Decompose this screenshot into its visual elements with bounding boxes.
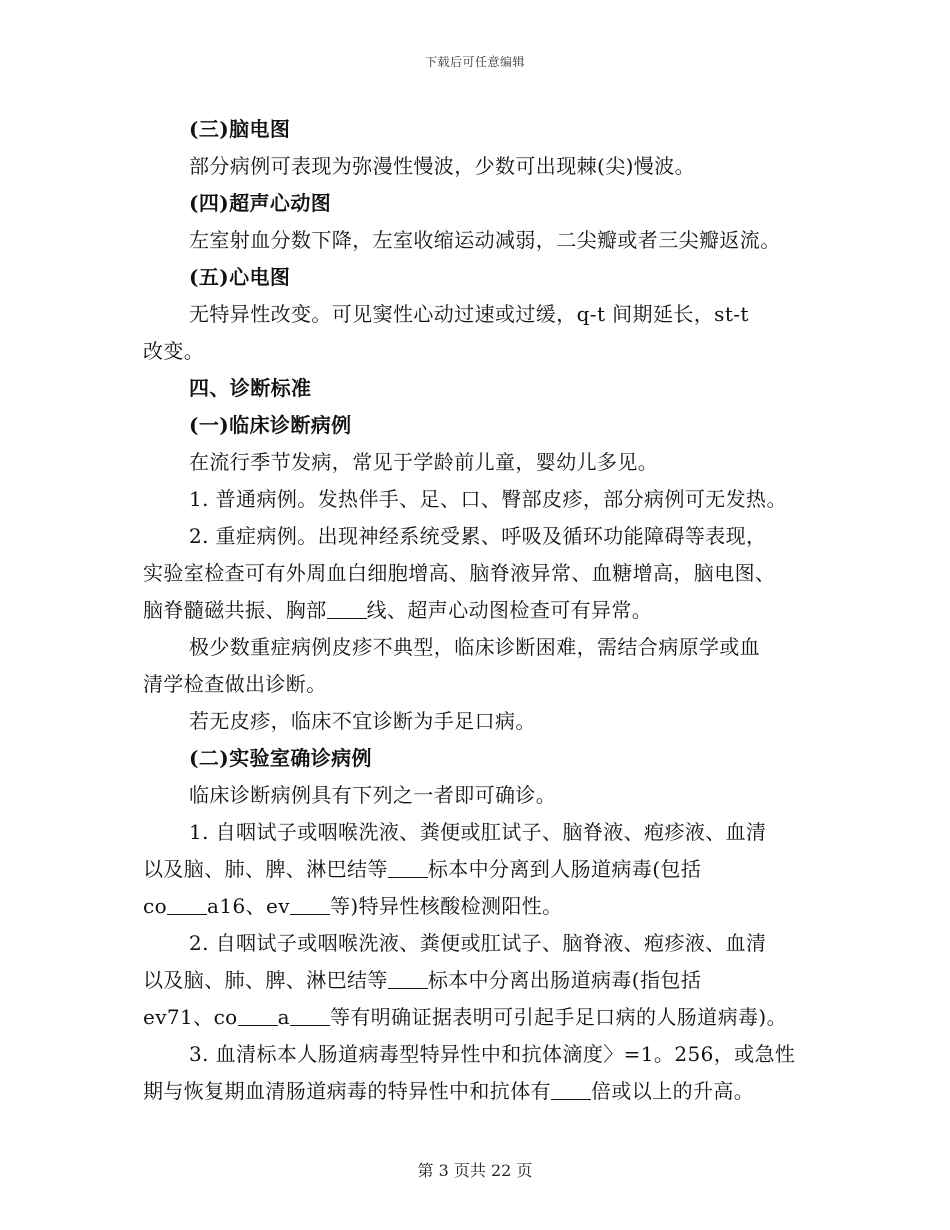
text-segment: ev71、co [143, 1005, 238, 1029]
text-segment: 期与恢复期血清肠道病毒的特异性中和抗体有 [143, 1079, 551, 1103]
body-line: 无特异性改变。可见窦性心动过速或过缓，q-t 间期延长，st-t [189, 302, 749, 326]
text-segment: 等)特异性核酸检测阳性。 [329, 894, 563, 918]
body-line: 2. 自咽试子或咽喉洗液、粪便或肛试子、脑脊液、疱疹液、血清 [189, 931, 767, 955]
fill-in-blank [388, 855, 428, 878]
text-segment: a16、ev [207, 894, 290, 918]
body-line: 清学检查做出诊断。 [143, 672, 327, 696]
body-line: 左室射血分数下降，左室收缩运动减弱，二尖瓣或者三尖瓣返流。 [189, 228, 781, 252]
body-line [143, 962, 808, 999]
text-segment: co [143, 894, 168, 918]
body-line: 2. 重症病例。出现神经系统受累、呼吸及循环功能障碍等表现， [189, 524, 767, 548]
text-segment: 脑脊髓磁共振、胸部 [143, 598, 327, 622]
body-line [143, 851, 808, 888]
fill-in-blank [238, 1003, 278, 1026]
fill-in-blank [290, 892, 330, 915]
fill-in-blank [388, 966, 428, 989]
text-segment: 标本中分离到人肠道病毒(包括 [427, 857, 702, 881]
text-segment: 线、超声心动图检查可有异常。 [366, 598, 653, 622]
section-heading: (一)临床诊断病例 [189, 413, 352, 437]
document-body [143, 111, 808, 1110]
text-segment: 标本中分离出肠道病毒(指包括 [427, 968, 702, 992]
text-segment: 以及脑、肺、脾、淋巴结等 [143, 857, 388, 881]
body-line [143, 888, 808, 925]
body-line: 在流行季节发病，常见于学龄前儿童，婴幼儿多见。 [189, 450, 659, 474]
body-line [143, 999, 808, 1036]
fill-in-blank [167, 892, 207, 915]
text-segment: 等有明确证据表明可引起手足口病的人肠道病毒)。 [329, 1005, 787, 1029]
body-line: 1. 普通病例。发热伴手、足、口、臀部皮疹，部分病例可无发热。 [189, 487, 787, 511]
section-heading: (四)超声心动图 [189, 191, 332, 215]
section-heading: (二)实验室确诊病例 [189, 746, 372, 770]
section-heading: 四、诊断标准 [189, 376, 312, 400]
body-line: 改变。 [143, 339, 205, 363]
body-line: 临床诊断病例具有下列之一者即可确诊。 [189, 783, 557, 807]
body-line: 极少数重症病例皮疹不典型，临床诊断困难，需结合病原学或血 [189, 635, 761, 659]
body-line: 部分病例可表现为弥漫性慢波，少数可出现棘(尖)慢波。 [189, 154, 696, 178]
fill-in-blank [551, 1077, 591, 1100]
body-line: 1. 自咽试子或咽喉洗液、粪便或肛试子、脑脊液、疱疹液、血清 [189, 820, 767, 844]
page-footer: 第 3 页共 22 页 [417, 1161, 533, 1180]
body-line [143, 592, 808, 629]
body-line: 实验室检查可有外周血白细胞增高、脑脊液异常、血糖增高，脑电图、 [143, 561, 776, 585]
fill-in-blank [327, 596, 367, 619]
body-line [143, 1073, 808, 1110]
body-line: 3. 血清标本人肠道病毒型特异性中和抗体滴度〉=1。256，或急性 [189, 1042, 796, 1066]
text-segment: 以及脑、肺、脾、淋巴结等 [143, 968, 388, 992]
section-heading: (五)心电图 [189, 265, 291, 289]
text-segment: a [277, 1005, 290, 1029]
fill-in-blank [290, 1003, 330, 1026]
section-heading: (三)脑电图 [189, 117, 291, 141]
body-line: 若无皮疹，临床不宜诊断为手足口病。 [189, 709, 536, 733]
page-header: 下载后可任意编辑 [424, 55, 525, 69]
text-segment: 倍或以上的升高。 [591, 1079, 755, 1103]
